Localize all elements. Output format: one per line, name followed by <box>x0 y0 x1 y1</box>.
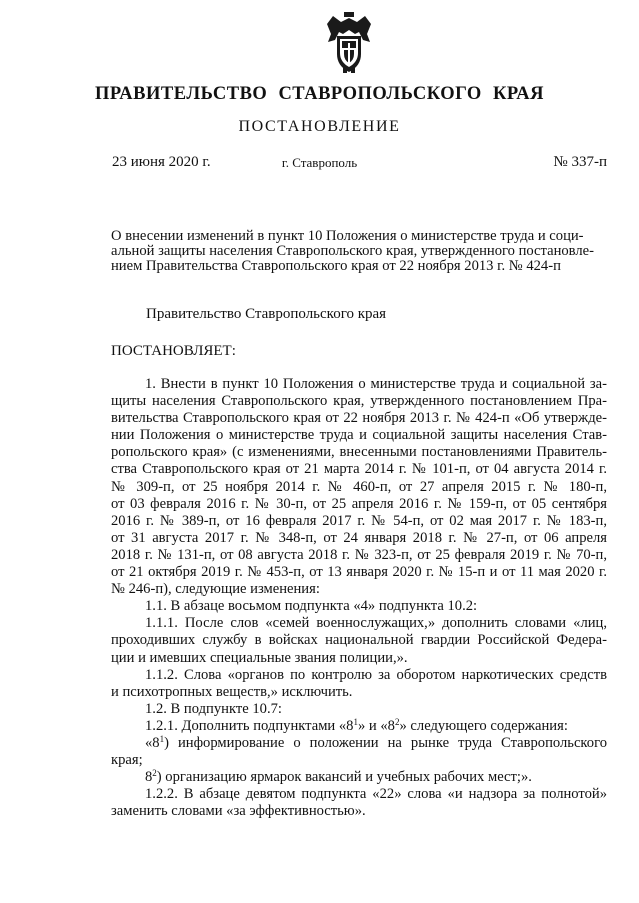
body-line: 1.1.1. После слов «семей военнослужащих,» дополнить словами «лиц, <box>145 615 607 632</box>
body-line: заменить словами «за эффективностью». <box>111 803 366 820</box>
body-line: от 21 октября 2019 г. № 453-п, от 13 января 2020 г. № 15-п и от 11 мая 2020 г. <box>111 564 607 581</box>
body-line: щиты населения Ставропольского края, утвержденного постановлением Пра- <box>111 393 607 410</box>
document-subject <box>111 229 607 274</box>
subject-line: альной защиты населения Ставропольского края, утвержденного постановле- <box>111 243 594 259</box>
body-line: «$8^1$) информирование о положении на рынке труда Ставропольского <box>145 733 607 751</box>
body-line: 1.2. В подпункте 10.7: <box>145 700 282 717</box>
body-line: 2016 г. № 389-п, от 16 февраля 2017 г. № 54-п, от 02 мая 2017 г. № 183-п, <box>111 512 607 529</box>
body-line: края; <box>111 752 143 769</box>
body-line: от 31 августа 2017 г. № 348-п, от 24 января 2018 г. № 27-п, от 06 апреля <box>111 529 607 546</box>
body-line: ции и имевших специальные звания полиции,». <box>111 649 408 666</box>
body-line: 1.2.2. В абзаце девятом подпункта «22» слова «и надзора за полнотой» <box>145 786 607 803</box>
coat-of-arms-icon <box>325 12 373 74</box>
body-line: от 03 февраля 2016 г. № 30-п, от 25 апреля 2016 г. № 159-п, от 05 сентября <box>111 495 607 512</box>
body-line: 1. Внести в пункт 10 Положения о министерстве труда и социальной за- <box>145 376 607 392</box>
document-number: № 337-п <box>553 154 607 170</box>
body-line: проходивших службу в войсках национальной гвардии Российской Федера- <box>111 632 607 649</box>
body-line: 1.2.1. Дополнить подпунктами «$8^1$» и «$8^2$» следующего содержания: <box>145 716 568 734</box>
body-line: ропольского края» (с изменениями, внесенными постановлениями Правитель- <box>111 444 607 461</box>
resolves-heading: ПОСТАНОВЛЯЕТ: <box>111 343 236 359</box>
document-type: ПОСТАНОВЛЕНИЕ <box>238 118 401 135</box>
body-line: № 309-п, от 25 ноября 2014 г. № 460-п, от 27 апреля 2015 г. № 180-п, <box>111 478 607 495</box>
subject-line: нием Правительства Ставропольского края от 22 ноября 2013 г. № 424-п <box>111 258 561 274</box>
document-city: г. Ставрополь <box>281 155 358 170</box>
body-line: нии Положения о министерстве труда и социальной защиты населения Став- <box>111 427 607 444</box>
subject-line: О внесении изменений в пункт 10 Положения о министерстве труда и соци- <box>111 228 584 244</box>
body-line: ства Ставропольского края от 21 марта 2014 г. № 101-п, от 04 августа 2014 г. <box>111 461 607 478</box>
body-line: вительства Ставропольского края от 22 ноября 2013 г. № 424-п «Об утвержде- <box>111 410 607 427</box>
document-body <box>111 376 607 820</box>
issuing-authority: Правительство Ставропольского края <box>146 306 387 322</box>
body-line: и психотропных веществ,» исключить. <box>111 683 353 700</box>
document-date: 23 июня 2020 г. <box>112 154 211 170</box>
body-line: 1.1. В абзаце восьмом подпункта «4» подпункта 10.2: <box>145 598 478 615</box>
body-line: 1.1.2. Слова «органов по контролю за оборотом наркотических средств <box>145 666 607 683</box>
body-line: $8^2$) организацию ярмарок вакансий и учебных рабочих мест;». <box>145 768 532 786</box>
body-line: № 246-п), следующие изменения: <box>111 581 320 598</box>
body-line: 2018 г. № 131-п, от 08 августа 2018 г. № 323-п, от 25 февраля 2019 г. № 70-п, <box>111 546 607 563</box>
government-title: ПРАВИТЕЛЬСТВО СТАВРОПОЛЬСКОГО КРАЯ <box>94 84 545 104</box>
